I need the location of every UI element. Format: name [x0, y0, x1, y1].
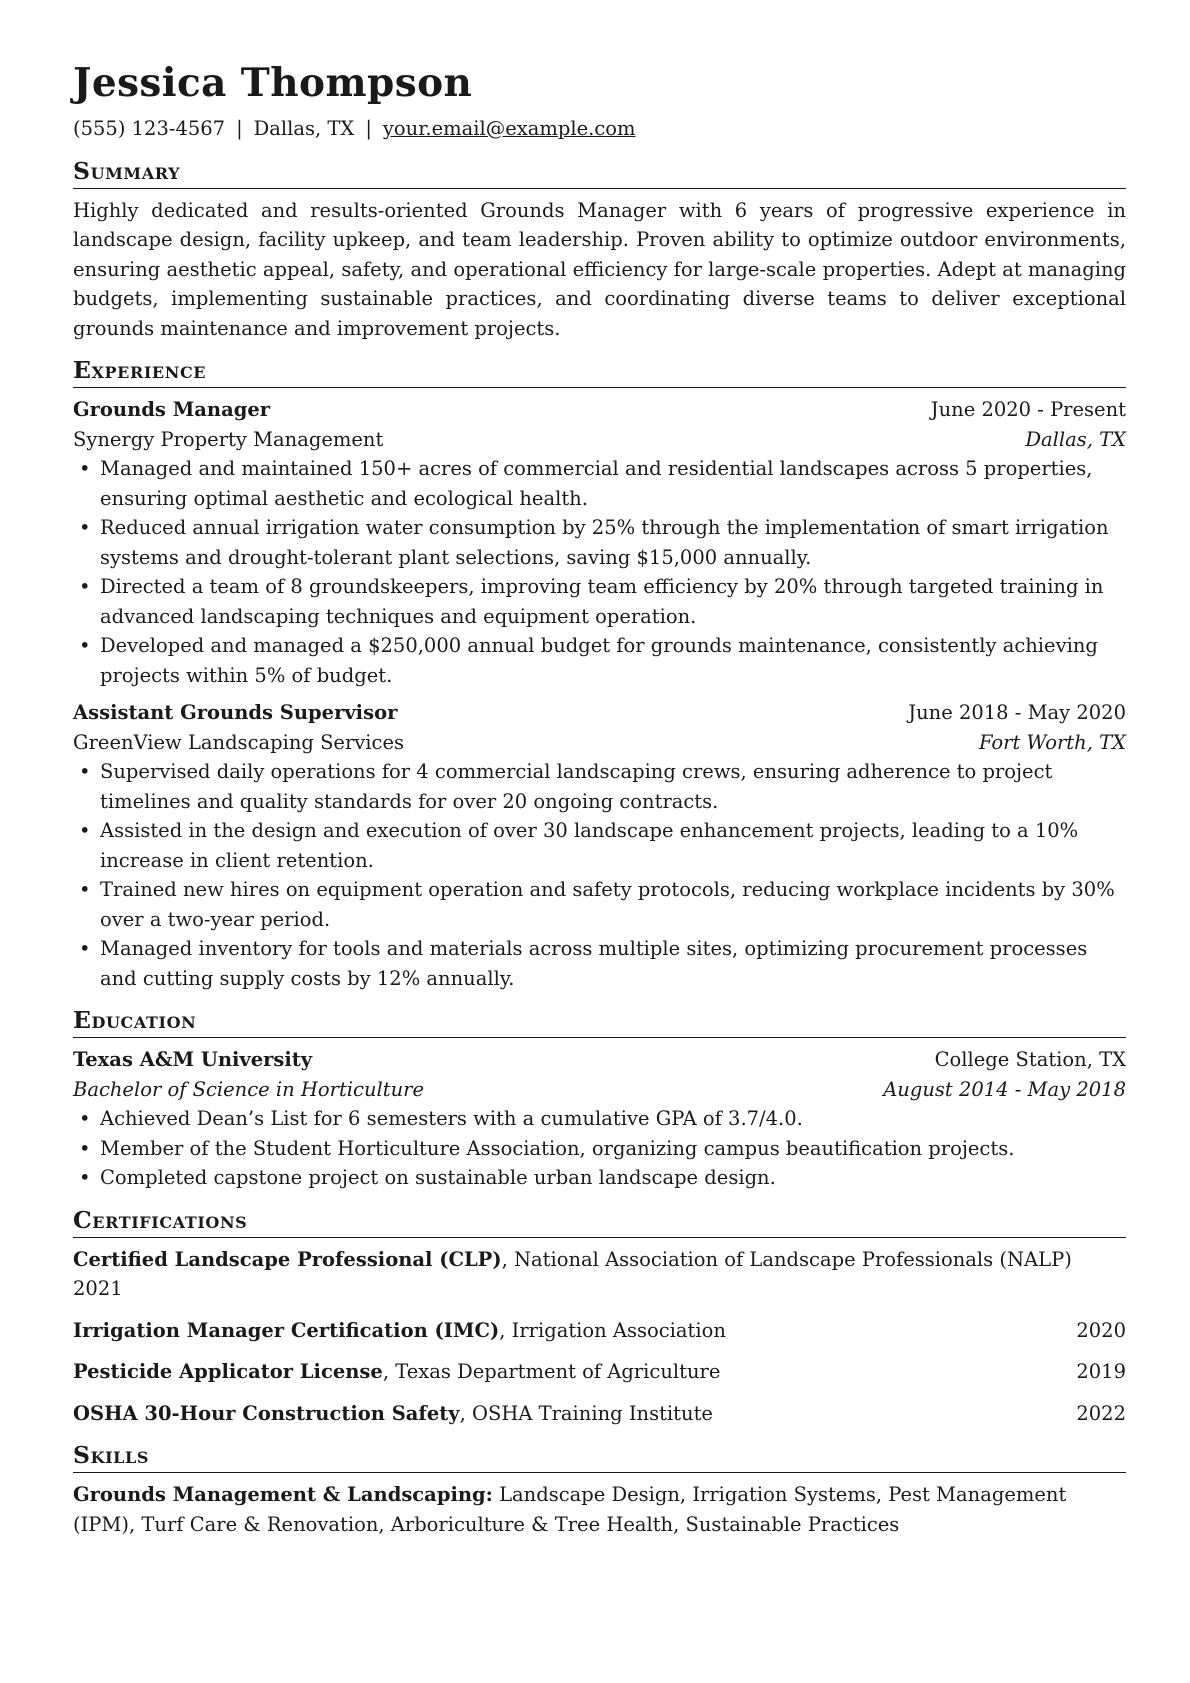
- job-bullets: [73, 454, 1126, 690]
- company-name: Synergy Property Management: [73, 427, 384, 451]
- summary-text: Highly dedicated and results-oriented Grounds Manager with 6 years of progressive experience in landscape design, facility upkeep, and team leadership. Proven ability to optimize outdoor environments, ensuring aesthetic appeal, safety, and operational efficiency for large-scale properties. Adept at managing budgets, implementing sustainable practices, and coordinating diverse teams to deliver exceptional grounds maintenance and improvement projects.: [73, 198, 1126, 340]
- bullet-item: • Directed a team of 8 groundskeepers, improving team efficiency by 20% through targeted training in advanced landscaping techniques and equipment operation.: [73, 572, 1126, 631]
- certification-name: Irrigation Manager Certification (IMC): [73, 1318, 500, 1342]
- job-dates: June 2020 - Present: [930, 398, 1126, 421]
- education-entry: [73, 1045, 1126, 1193]
- skills-section: [73, 1440, 1126, 1539]
- section-title-summary: Summary: [73, 156, 1126, 189]
- certification-year: 2020: [1076, 1318, 1126, 1342]
- job-title: Assistant Grounds Supervisor: [73, 701, 398, 724]
- certification-year: 2021: [73, 1277, 123, 1300]
- certification-issuer: , National Association of Landscape Professionals (NALP): [501, 1247, 1072, 1271]
- experience-entry: [73, 698, 1126, 993]
- bullet-item: • Achieved Dean’s List for 6 semesters with a cumulative GPA of 3.7/4.0.: [73, 1104, 1126, 1134]
- skill-category: Grounds Management & Landscaping:: [73, 1483, 493, 1506]
- certification-item: [73, 1399, 1126, 1429]
- job-dates: June 2018 - May 2020: [908, 701, 1126, 724]
- section-title-certifications: Certifications: [73, 1205, 1126, 1238]
- location: Dallas, TX: [253, 117, 355, 140]
- bullet-item: • Supervised daily operations for 4 commercial landscaping crews, ensuring adherence to project timelines and quality standards for over 20 ongoing contracts.: [73, 757, 1126, 816]
- bullet-item: • Completed capstone project on sustainable urban landscape design.: [73, 1163, 1126, 1193]
- education-dates: August 2014 - May 2018: [883, 1077, 1126, 1101]
- section-title-education: Education: [73, 1005, 1126, 1038]
- bullet-item: • Member of the Student Horticulture Association, organizing campus beautification projects.: [73, 1134, 1126, 1164]
- education-section: [73, 1005, 1126, 1193]
- certification-item: [73, 1316, 1126, 1346]
- skill-items: Landscape Design, Irrigation Systems, Pest Management (IPM), Turf Care & Renovation, Arboriculture & Tree Health, Sustainable Practices: [73, 1483, 1067, 1536]
- certification-issuer: , Texas Department of Agriculture: [382, 1360, 721, 1383]
- section-title-skills: Skills: [73, 1440, 1126, 1473]
- job-title: Grounds Manager: [73, 398, 271, 421]
- email-link[interactable]: your.email@example.com: [382, 117, 636, 140]
- certification-name: OSHA 30-Hour Construction Safety: [73, 1401, 460, 1425]
- candidate-name: Jessica Thompson: [73, 60, 473, 106]
- bullet-item: • Managed inventory for tools and materials across multiple sites, optimizing procurement processes and cutting supply costs by 12% annually.: [73, 934, 1126, 993]
- certifications-section: [73, 1205, 1126, 1429]
- summary-section: [73, 156, 1126, 344]
- school-name: Texas A&M University: [73, 1048, 313, 1071]
- skills-line: [73, 1480, 1126, 1539]
- experience-section: [73, 355, 1126, 993]
- certification-year: 2019: [1076, 1360, 1126, 1383]
- school-location: College Station, TX: [934, 1048, 1126, 1071]
- certification-issuer: , OSHA Training Institute: [459, 1401, 713, 1425]
- bullet-item: • Trained new hires on equipment operation and safety protocols, reducing workplace incidents by 30% over a two-year period.: [73, 875, 1126, 934]
- certification-issuer: , Irrigation Association: [499, 1318, 726, 1342]
- bullet-item: • Developed and managed a $250,000 annual budget for grounds maintenance, consistently achieving projects within 5% of budget.: [73, 631, 1126, 690]
- certification-item: [73, 1245, 1126, 1304]
- bullet-item: • Reduced annual irrigation water consumption by 25% through the implementation of smart irrigation systems and drought-tolerant plant selections, saving $15,000 annually.: [73, 513, 1126, 572]
- contact-separator: |: [236, 117, 243, 140]
- certification-name: Pesticide Applicator License: [73, 1360, 383, 1383]
- job-bullets: [73, 757, 1126, 993]
- contact-line: [73, 114, 1126, 144]
- job-location: Dallas, TX: [1025, 427, 1126, 451]
- certification-year: 2022: [1076, 1401, 1126, 1425]
- section-title-experience: Experience: [73, 355, 1126, 388]
- degree-name: Bachelor of Science in Horticulture: [73, 1077, 425, 1101]
- company-name: GreenView Landscaping Services: [73, 730, 405, 754]
- certification-item: [73, 1357, 1126, 1387]
- job-location: Fort Worth, TX: [978, 730, 1126, 754]
- bullet-item: • Assisted in the design and execution of over 30 landscape enhancement projects, leading to a 10% increase in client retention.: [73, 816, 1126, 875]
- experience-entry: [73, 395, 1126, 690]
- education-bullets: [73, 1104, 1126, 1193]
- certification-name: Certified Landscape Professional (CLP): [73, 1247, 502, 1271]
- bullet-item: • Managed and maintained 150+ acres of commercial and residential landscapes across 5 properties, ensuring optimal aesthetic and ecological health.: [73, 454, 1126, 513]
- phone-number: (555) 123-4567: [73, 117, 226, 140]
- contact-separator: |: [365, 117, 372, 140]
